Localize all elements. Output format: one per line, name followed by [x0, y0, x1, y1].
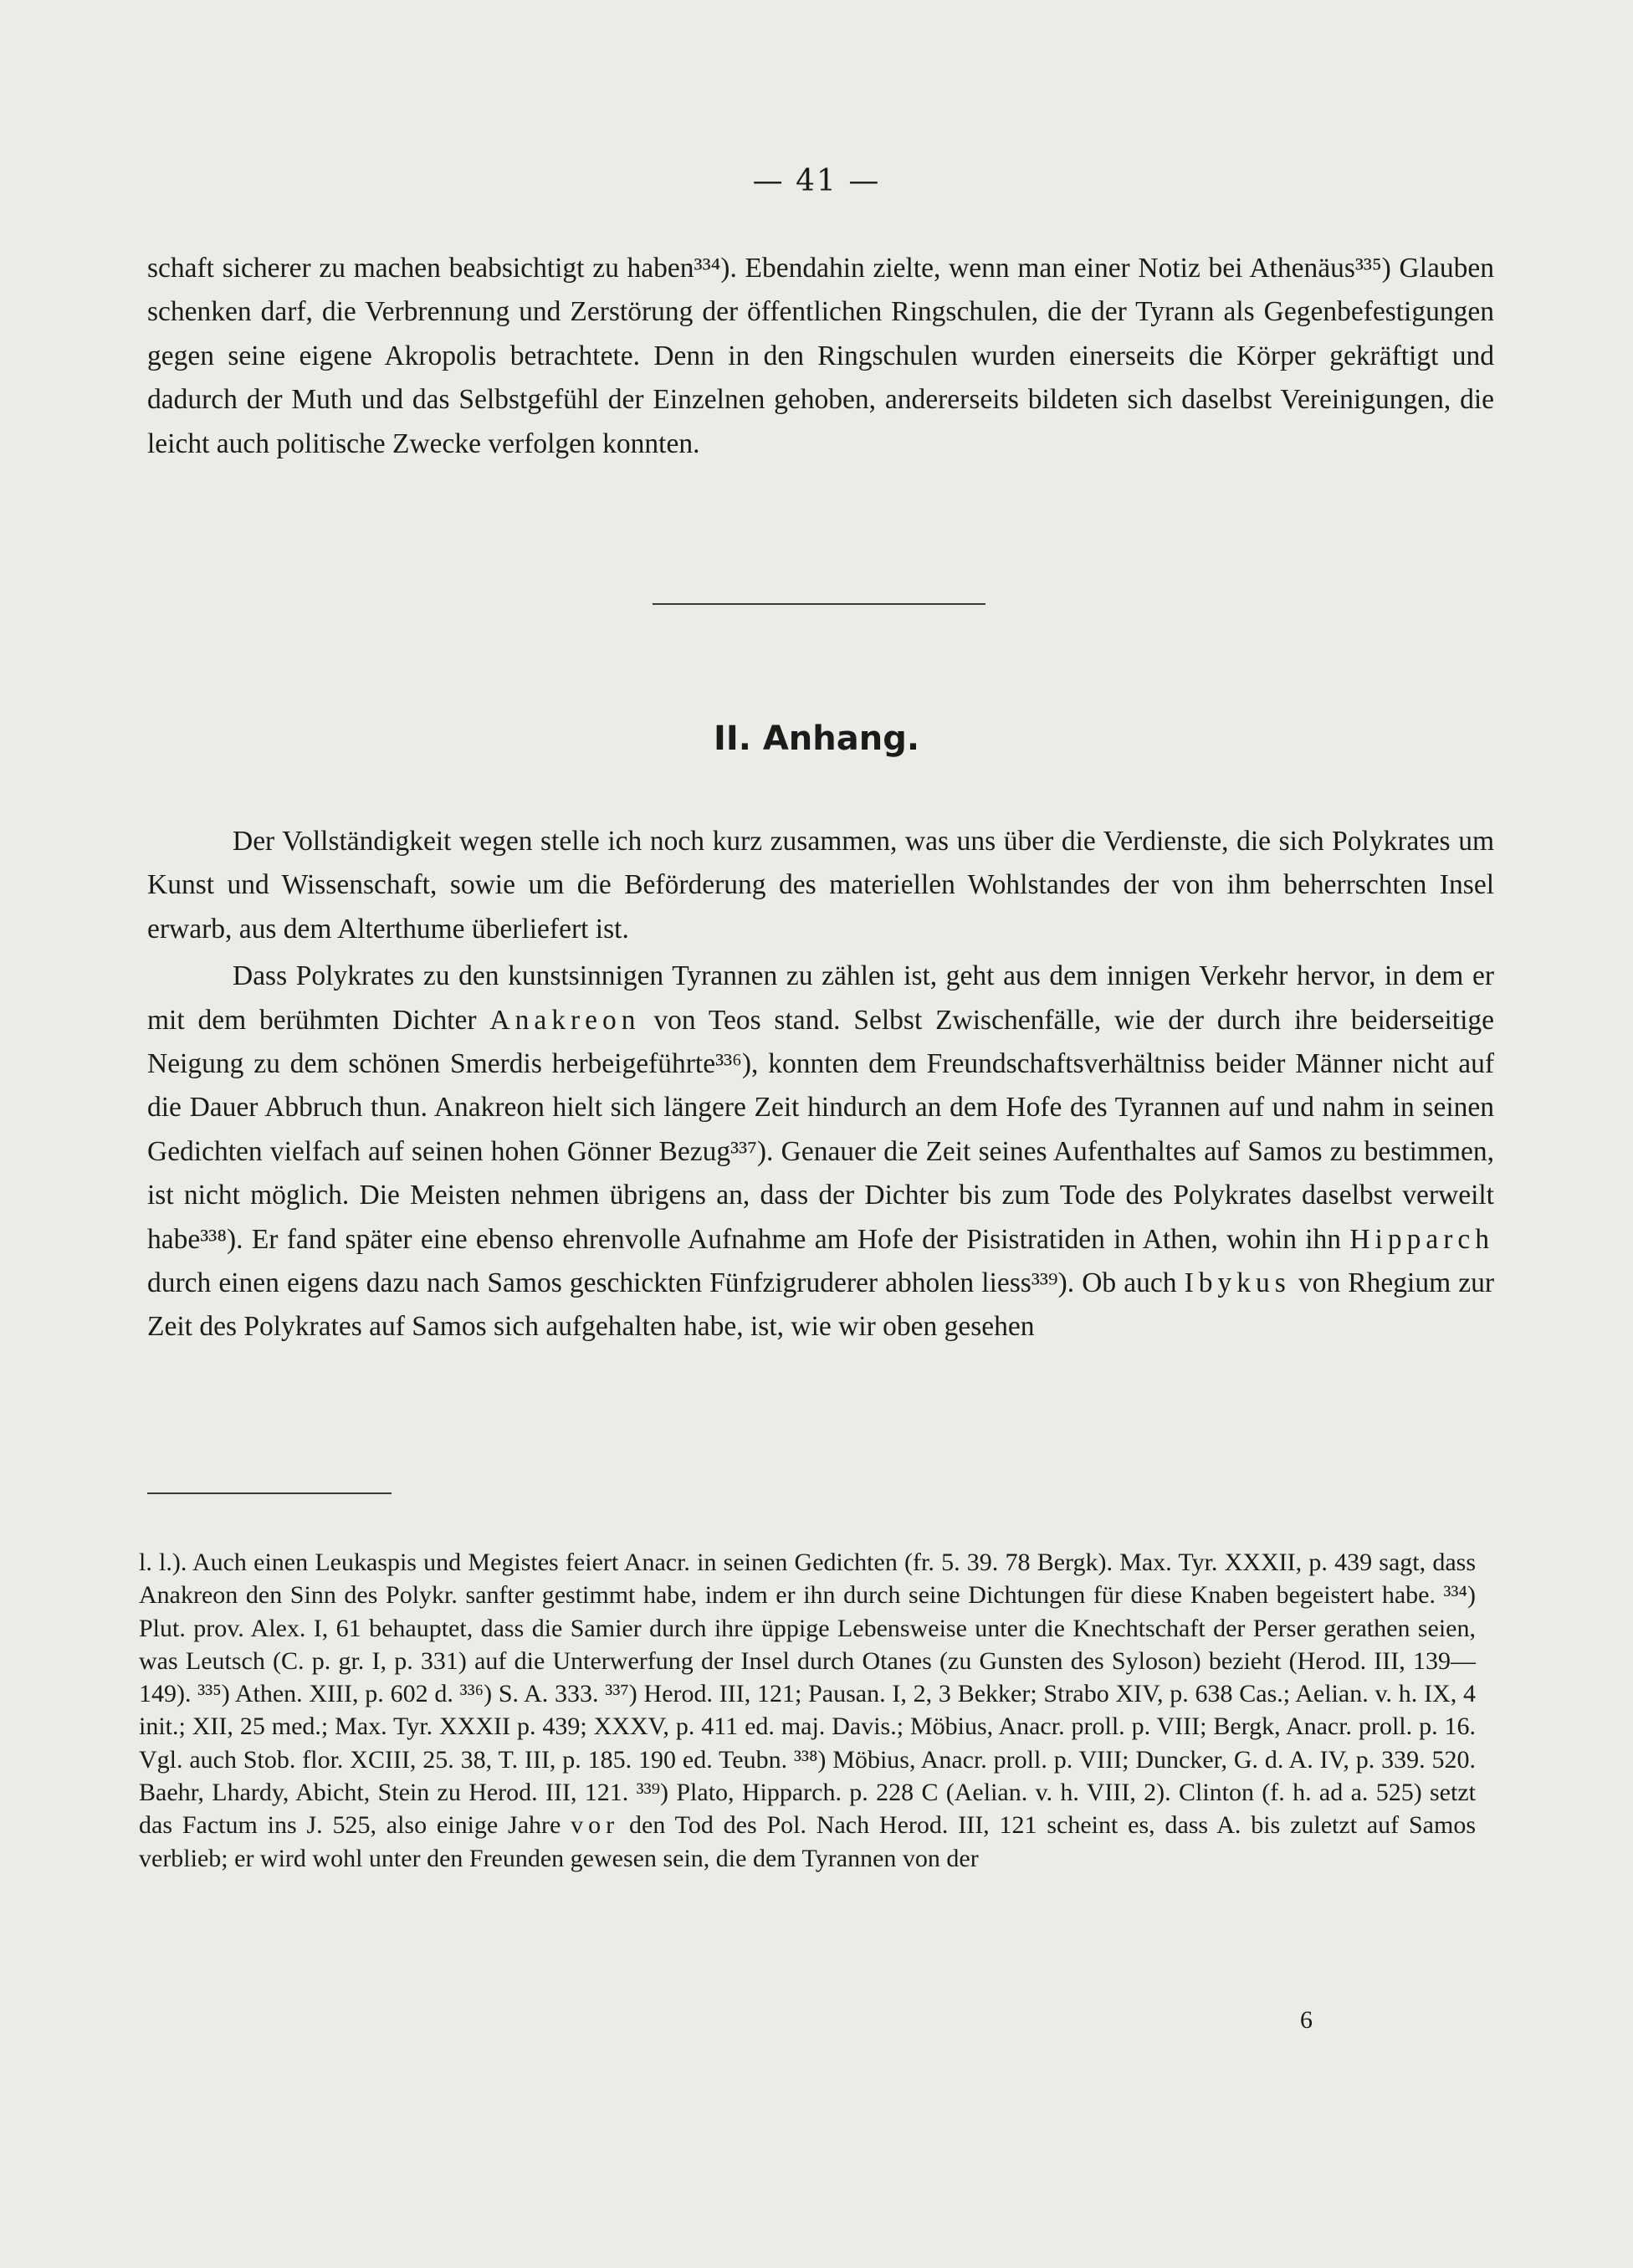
name-hipparch: Hipparch [1349, 1223, 1494, 1255]
paragraph-1: schaft sicherer zu machen beabsichtigt zu haben³³⁴). Ebendahin zielte, wenn man einer Notiz bei Athenäus³³⁵) Glauben schenken darf, die Verbrennung und Zerstörung der öffentlichen Ringschulen, die der Tyrann als Gegenbefestigungen gegen seine eigene Akropolis betrachtete. Denn in den Ringschulen wurden einerseits die Körper gekräftigt und dadurch der Muth und das Selbstgefühl der Einzelnen gehoben, andererseits bildeten sich daselbst Vereinigungen, die leicht auch politische Zwecke verfolgen konnten. [147, 253, 1494, 459]
section-divider [653, 603, 985, 605]
footnote-emphasis: vor [571, 1811, 620, 1840]
footnote-part-2: den Tod des Pol. Nach Herod. III, 121 scheint es, dass A. bis zuletzt auf Samos verblieb; er wird wohl unter den Freunden gewesen sein, die dem Tyrannen von der [139, 1811, 1477, 1872]
paragraph-3-part-1: Dass Polykrates zu den kunstsinnigen Tyrannen zu zählen ist, geht aus dem innigen Verkehr hervor, in dem er mit dem berühmten Dichter [147, 960, 1494, 1036]
signature-mark: 6 [1300, 2006, 1313, 2034]
footnotes [139, 1546, 1476, 1875]
section-body [147, 820, 1494, 1349]
section-heading: II. Anhang. [713, 719, 920, 758]
name-anakreon: Anakreon [489, 1004, 641, 1036]
paragraph-2: Der Vollständigkeit wegen stelle ich noch kurz zusammen, was uns über die Verdienste, die sich Polykrates um Kunst und Wissenschaft, sowie um die Beförderung des materiellen Wohlstandes der von ihm beherrschten Insel erwarb, aus dem Alterthume überliefert ist. [147, 826, 1494, 945]
paragraph-3-part-2: von Teos stand. Selbst Zwischenfälle, wie der durch ihre beiderseitige Neigung zu dem schönen Smerdis herbeigeführte³³⁶), konnten dem Freundschaftsverhältniss beider Männer nicht auf die Dauer Abbruch thun. Anakreon hielt sich längere Zeit hindurch an dem Hofe des Tyrannen auf und nahm in seinen Gedichten vielfach auf seinen hohen Gönner Bezug³³⁷). Genauer die Zeit seines Aufenthaltes auf Samos zu bestimmen, ist nicht möglich. Die Meisten nehmen übrigens an, dass der Dichter bis zum Tode des Polykrates daselbst verweilt habe³³⁸). Er fand später eine ebenso ehrenvolle Aufnahme am Hofe der Pisistratiden in Athen, wohin ihn [147, 1004, 1495, 1255]
paragraph-3-part-4: von Rhegium zur Zeit des Polykrates auf Samos sich aufgehalten habe, ist, wie wir oben gesehen [147, 1267, 1495, 1343]
page-number-header: — 41 — [752, 164, 881, 198]
footnote-part-1: l. l.). Auch einen Leukaspis und Megistes feiert Anacr. in seinen Gedichten (fr. 5. 39. 78 Bergk). Max. Tyr. XXXII, p. 439 sagt, dass Anakreon den Sinn des Polykr. sanfter gestimmt habe, indem er ihn durch seine Dichtungen für diese Knaben begeistert habe. ³³⁴) Plut. prov. Alex. I, 61 behauptet, dass die Samier durch ihre üppige Lebensweise unter die Knechtschaft der Perser gerathen seien, was Leutsch (C. p. gr. I, p. 331) auf die Unterwerfung der Insel durch Otanes (zu Gunsten des Syloson) bezieht (Herod. III, 139—149). ³³⁵) Athen. XIII, p. 602 d. ³³⁶) S. A. 333. ³³⁷) Herod. III, 121; Pausan. I, 2, 3 Bekker; Strabo XIV, p. 638 Cas.; Aelian. v. h. IX, 4 init.; XII, 25 med.; Max. Tyr. XXXII p. 439; XXXV, p. 411 ed. maj. Davis.; Möbius, Anacr. proll. p. VIII; Bergk, Anacr. proll. p. 16. Vgl. auch Stob. flor. XCIII, 25. 38, T. III, p. 185. 190 ed. Teubn. ³³⁸) Möbius, Anacr. proll. p. VIII; Duncker, G. d. A. IV, p. 339. 520. Baehr, Lhardy, Abicht, Stein zu Herod. III, 121. ³³⁹) Plato, Hipparch. p. 228 C (Aelian. v. h. VIII, 2). Clinton (f. h. ad a. 525) setzt das Factum ins J. 525, also einige Jahre [139, 1549, 1476, 1840]
footnote-divider [147, 1492, 392, 1494]
footnote-text [139, 1546, 1476, 1875]
paragraph-3-part-3: durch einen eigens dazu nach Samos geschickten Fünfzigruderer abholen liess³³⁹). Ob auch [147, 1267, 1177, 1299]
name-ibykus: Ibykus [1184, 1267, 1291, 1299]
paragraph-continuation [147, 247, 1494, 466]
paragraph-3 [147, 955, 1494, 1349]
